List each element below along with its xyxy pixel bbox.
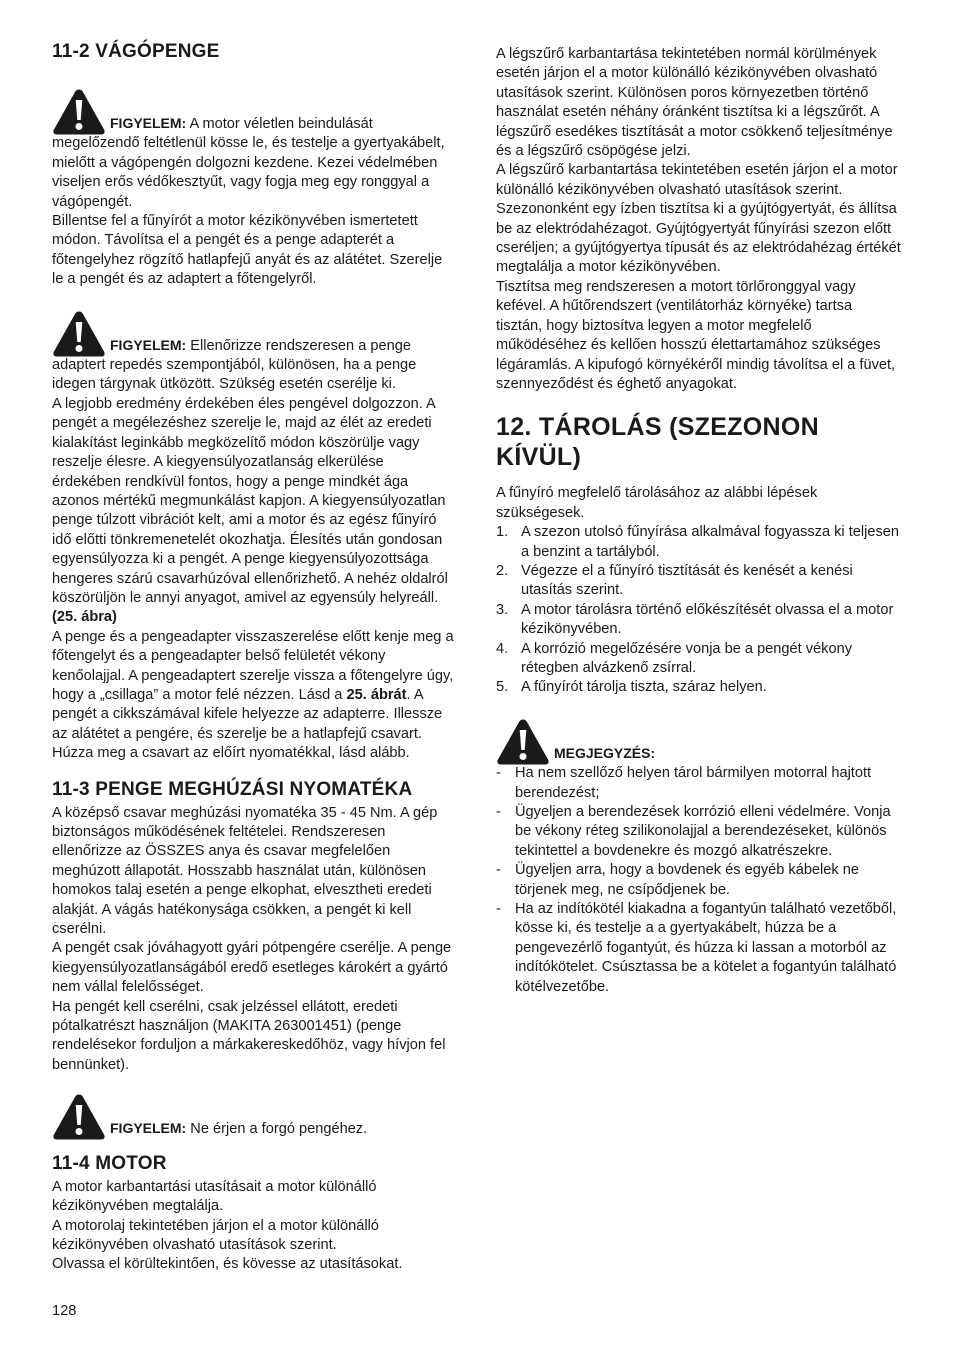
torque-paragraph: A középső csavar meghúzási nyomatéka 35 - 45 Nm. A gép biztonságos működésének feltételei. Rendszeresen ellenőrizze az ÖSSZES anya és csavar megfelelően meghúzott állapotát. Hosszabb használat után, különösen homokos talaj esetén a penge elkophat, elvesztheti eredeti alakját. A vágás hatékonysága csökken, a pengét ki kell cserélni. — [52, 804, 438, 938]
note-list — [496, 764, 902, 997]
warning-block-3 — [52, 1093, 456, 1139]
right-column — [496, 45, 902, 997]
list-item: 2. Végezze el a fűnyíró tisztítását és kenését a kenési utasítás szerint. — [496, 562, 853, 599]
list-item: - Ha nem szellőző helyen tárol bármilyen motorral hajtott berendezést; — [496, 765, 872, 801]
list-item: 3. A motor tárolásra történő előkészítését olvassa el a motor kézikönyvében. — [496, 601, 894, 638]
left-column — [52, 40, 456, 1275]
list-item: 5. A fűnyírót tárolja tiszta, száraz helyen. — [496, 679, 767, 696]
section-11-2-heading: 11-2 VÁGÓPENGE — [52, 41, 220, 62]
storage-intro: A fűnyíró megfelelő tárolásához az alábbi lépések szükségesek. — [496, 485, 818, 521]
warning-3-label: FIGYELEM: — [110, 1120, 187, 1137]
figure-reference: (25. ábra) — [52, 609, 117, 626]
warning-block-1 — [52, 88, 456, 212]
section-12-heading: 12. TÁROLÁS (SZEZONON KÍVÜL) — [496, 413, 819, 472]
page-number: 128 — [52, 1303, 77, 1319]
warning-2-text: FIGYELEM: Ellenőrizze rendszeresen a penge adaptert repedés szempontjából, különösen, ha a penge idegen tárgynak ütközött. Szükség esetén cserélje ki. — [52, 336, 417, 393]
warning-triangle-icon — [52, 1093, 106, 1141]
section-11-3-heading: 11-3 PENGE MEGHÚZÁSI NYOMATÉKA — [52, 778, 413, 800]
motor-paragraph-2: A motorolaj tekintetében járjon el a motor különálló kézikönyvében olvasható utasítások szerint. — [52, 1217, 379, 1253]
replace-paragraph: A pengét csak jóváhagyott gyári pótpengére cserélje. A penge kiegyensúlyozatlanságából eredő esetleges károkért a gyártó nem vállal felelősséget. — [52, 940, 452, 996]
air-filter-paragraph-2: A légszűrő karbantartása tekintetében esetén járjon el a motor különálló kézikönyvében olvasható utasítások szerint. — [496, 162, 898, 198]
note-label: MEGJEGYZÉS: — [554, 744, 656, 761]
warning-2-label: FIGYELEM: — [110, 336, 187, 353]
note-label-line — [496, 718, 902, 764]
warning-1-text: FIGYELEM: A motor véletlen beindulását megelőzendő feltétlenül kösse le, és testelje a gyertyakábelt, mielőtt a vágópengén dolgozni kezdene. Kezei védelmében viseljen erős védőkesztyűt, vagy fogja meg egy ronggyal a vágópengét. — [52, 115, 445, 210]
air-filter-paragraph-1: A légszűrő karbantartása tekintetében normál körülmények esetén járjon el a motor különálló kézikönyvében olvasható utasítások szerint. Különösen poros környezetben történő használat esetén néhány óránként tisztítsa ki a légszűrőt. A légszűrő esedékes tisztítását a motor csökkenő teljesítménye és a légszűrő csöpögése jelzi. — [496, 46, 893, 160]
section-11-4-heading: 11-4 MOTOR — [52, 1152, 167, 1174]
warning-triangle-icon — [52, 88, 106, 136]
list-item: - Ügyeljen a berendezések korrózió elleni védelmére. Vonja be vékony réteg szilikonolajjal a berendezéseket, különös tekintettel a bovdenekre és mozgó alkatrészekre. — [496, 804, 891, 859]
motor-paragraph-1: A motor karbantartási utasításait a motor különálló kézikönyvében megtalálja. — [52, 1178, 377, 1215]
original-parts-paragraph: Ha pengét kell cserélni, csak jelzéssel ellátott, eredeti pótalkatrészt használjon (MAKITA 263001451) (penge rendelésekor forduljon a márkakereskedőhöz, vagy hívjon fel bennünket). — [52, 998, 446, 1073]
list-item: 4. A korrózió megelőzésére vonja be a pengét vékony rétegben alvázkenő zsírral. — [496, 640, 852, 676]
warning-block-2 — [52, 310, 456, 395]
tilt-paragraph: Billentse fel a fűnyírót a motor kézikönyvében ismertetett módon. Távolítsa el a pengét és a penge adapterét a főtengelyhez rögzítő hatlapfejű anyát és az alátétet. Szerelje le a pengét és az adaptert a főtengelyről. — [52, 213, 443, 288]
list-item: - Ha az indítókötél kiakadna a fogantyún található vezetőből, kösse ki, és testelje a a gyertyakábelt, húzza be a pengevezérlő fogantyút, és húzza ki lassan a motorból az indítókötelet. Csúsztassa be a kötelet a fogantyún található kötélvezetőbe. — [496, 901, 897, 995]
warning-1-label: FIGYELEM: — [110, 115, 187, 131]
warning-3-text: FIGYELEM: Ne érjen a forgó pengéhez. — [110, 1120, 368, 1138]
warning-triangle-icon — [52, 310, 106, 358]
list-item: 1. A szezon utolsó fűnyírása alkalmával fogyassza ki teljesen a benzint a tartályból. — [496, 524, 900, 560]
warning-triangle-icon — [496, 718, 550, 766]
cleaning-paragraph: Tisztítsa meg rendszeresen a motort törlőronggyal vagy kefével. A hűtőrendszert (ventilátorház környéke) tartsa tisztán, hogy biztosítva legyen a motor megfelelő működéséhez és kellően hosszú élettartamához szükséges légáramlás. A kipufogó környékéről mindig távolítsa el a füvet, szennyeződést és éghető anyagokat. — [496, 278, 896, 392]
motor-paragraph-3: Olvassa el körültekintően, és kövesse az utasításokat. — [52, 1256, 403, 1273]
spark-plug-paragraph: Szezononként egy ízben tisztítsa ki a gyújtógyertyát, és állítsa be az elektródahézagot. Gyújtógyertyát fűnyírási szezon előtt cseréljen; a gyújtógyertya típusát és az elektródahézag értékét megtalálja a motor kézikönyvében. — [496, 201, 901, 276]
storage-steps-list — [496, 523, 902, 698]
list-item: - Ügyeljen arra, hogy a bovdenek és egyéb kábelek ne törjenek meg, ne csípődjenek be. — [496, 862, 859, 898]
note-block — [496, 718, 902, 764]
sharpen-paragraph: A legjobb eredmény érdekében éles pengével dolgozzon. A pengét a megélezéshez szerelje le, majd az élét az eredeti kialakítást leginkább megközelítő módon köszörülje vagy reszelje élesre. A kiegyensúlyozatlanság elkerülése érdekében rendkívül fontos, hogy a penge mindkét ága azonos mértékű megmunkálást kapjon. A kiegyensúlyozatlan penge túlzott vibrációt kelt, ami a motor és az egész fűnyíró idő előtti tönkremenetelét okozhatja. Élesítés után gondosan egyensúlyozza ki a pengét. A penge kiegyensúlyozottsága hengeres szárú csavarhúzóval ellenőrizhető. A nehéz oldalról köszörüljön le annyi anyagot, amivel az egyensúly helyreáll. — [52, 395, 448, 606]
reinstall-paragraph: A penge és a pengeadapter visszaszerelése előtt kenje meg a főtengelyt és a pengeadapter belső felületét vékony kenőolajjal. A pengeadaptert szerelje vissza a főtengelyre úgy, hogy a „csillaga” a motor felé nézzen. Lásd a 25. ábrát. A pengét a cikkszámával kifele helyezze az adapterre. Illessze az alátétet a pengére, és szerelje be a hatlapfejű csavart. Húzza meg a csavart az előírt nyomatékkal, lásd alább. — [52, 628, 454, 762]
